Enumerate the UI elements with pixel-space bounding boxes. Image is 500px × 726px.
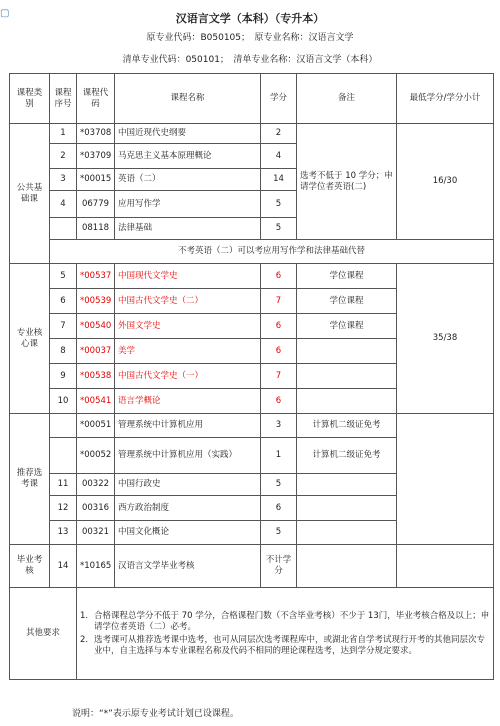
core-total: 35/38: [397, 264, 494, 414]
row-name: 中国行政史: [115, 474, 261, 496]
category-core: 专业核心课: [10, 264, 50, 414]
category-elective: 推荐选考课: [10, 414, 50, 545]
row-remark: 学位课程: [297, 314, 397, 339]
row-remark: [297, 364, 397, 389]
row-credit: 4: [261, 144, 297, 169]
table-row: [10, 264, 494, 289]
row-name: 汉语言文学毕业考核: [115, 545, 261, 588]
row-seq: 14: [50, 545, 77, 588]
row-seq: 11: [50, 474, 77, 496]
listed-major-info: 清单专业代码：050101； 清单专业名称：汉语言文学（本科）: [122, 55, 378, 65]
row-credit: 5: [261, 474, 297, 496]
row-name: 管理系统中计算机应用（实践）: [115, 438, 261, 474]
col-header-seq: 课程序号: [50, 74, 77, 124]
row-seq: [50, 414, 77, 438]
row-seq: 7: [50, 314, 77, 339]
row-seq: 1: [50, 124, 77, 144]
row-code: 00321: [77, 521, 115, 545]
table-row: [10, 588, 494, 680]
public-total: 16/30: [397, 124, 494, 240]
row-seq: 9: [50, 364, 77, 389]
row-seq: [50, 218, 77, 240]
row-name: 法律基础: [115, 218, 261, 240]
requirement-text: 选考课可从推荐选考课中选考，也可从同层次选考课程库中，或湖北省自学考试现行开考的其他同层次专业中，自主选择与本专业课程名称及代码不相同的理论课程选考，达到学分规定要求。: [94, 634, 486, 656]
row-credit: 6: [261, 389, 297, 414]
row-code: *00052: [77, 438, 115, 474]
table-row: [10, 414, 494, 438]
row-seq: [50, 438, 77, 474]
curriculum-table: [9, 73, 494, 680]
col-header-credit: 学分: [261, 74, 297, 124]
row-code: *00015: [77, 169, 115, 191]
row-credit: 6: [261, 339, 297, 364]
row-remark: [297, 339, 397, 364]
row-code: *00051: [77, 414, 115, 438]
public-remark: 选考不低于 10 学分；申请学位者英语(二): [297, 124, 397, 240]
row-code: *10165: [77, 545, 115, 588]
row-seq: 5: [50, 264, 77, 289]
row-seq: 2: [50, 144, 77, 169]
row-credit: 6: [261, 496, 297, 521]
category-graduation: 毕业考核: [10, 545, 50, 588]
row-credit: 7: [261, 364, 297, 389]
row-name: 马克思主义基本原理概论: [115, 144, 261, 169]
row-min-credit: [397, 545, 494, 588]
row-code: *00538: [77, 364, 115, 389]
table-row: [10, 124, 494, 144]
row-credit: 5: [261, 191, 297, 218]
table-row: [10, 545, 494, 588]
footnote: 说明：“*”表示原专业考试计划已设课程。: [72, 709, 239, 719]
col-header-code: 课程代码: [77, 74, 115, 124]
requirement-item: [80, 611, 490, 633]
row-seq: 4: [50, 191, 77, 218]
row-name: 语言学概论: [115, 389, 261, 414]
row-seq: 8: [50, 339, 77, 364]
row-code: *00037: [77, 339, 115, 364]
row-code: 00322: [77, 474, 115, 496]
row-name: 中国现代文学史: [115, 264, 261, 289]
row-name: 英语（二）: [115, 169, 261, 191]
row-credit: 6: [261, 264, 297, 289]
row-remark: [297, 545, 397, 588]
header-row: [10, 74, 494, 124]
row-name: 外国文学史: [115, 314, 261, 339]
document-icon: ▢: [0, 8, 10, 19]
row-remark: 计算机二级证免考: [297, 414, 397, 438]
row-remark: 学位课程: [297, 289, 397, 314]
requirement-number: 2.: [80, 634, 89, 645]
table-row: [10, 240, 494, 264]
public-note: 不考英语（二）可以考应用写作学和法律基础代替: [50, 240, 494, 264]
row-name: 管理系统中计算机应用: [115, 414, 261, 438]
row-credit: 5: [261, 521, 297, 545]
row-name: 美学: [115, 339, 261, 364]
row-credit: 7: [261, 289, 297, 314]
requirement-number: 1.: [80, 610, 89, 621]
row-remark: 学位课程: [297, 264, 397, 289]
original-major-info: 原专业代码：B050105； 原专业名称：汉语言文学: [146, 33, 354, 43]
requirement-text: 合格课程总学分不低于 70 学分，合格课程门数（不含毕业考核）不少于 13门，毕业考核合格及以上；申请学位者英语（二）必考。: [94, 610, 490, 632]
col-header-min-credit: 最低学分/学分小计: [397, 74, 494, 124]
category-other: 其他要求: [10, 588, 77, 680]
row-credit: 3: [261, 414, 297, 438]
row-code: *03708: [77, 124, 115, 144]
row-name: 中国古代文学史（二）: [115, 289, 261, 314]
row-seq: 12: [50, 496, 77, 521]
row-name: 中国近现代史纲要: [115, 124, 261, 144]
row-credit: 1: [261, 438, 297, 474]
row-remark: [297, 521, 397, 545]
row-name: 中国文化概论: [115, 521, 261, 545]
elective-total: [397, 414, 494, 545]
row-seq: 3: [50, 169, 77, 191]
row-remark: [297, 474, 397, 496]
row-credit: 5: [261, 218, 297, 240]
row-remark: [297, 389, 397, 414]
row-credit: 2: [261, 124, 297, 144]
row-seq: 10: [50, 389, 77, 414]
row-code: *00541: [77, 389, 115, 414]
col-header-name: 课程名称: [115, 74, 261, 124]
row-credit: 不计学分: [261, 545, 297, 588]
page-title: 汉语言文学（本科）（专升本）: [175, 12, 325, 25]
row-name: 中国古代文学史（一）: [115, 364, 261, 389]
row-code: *00537: [77, 264, 115, 289]
row-name: 应用写作学: [115, 191, 261, 218]
row-remark: [297, 496, 397, 521]
row-code: *03709: [77, 144, 115, 169]
row-seq: 13: [50, 521, 77, 545]
row-code: *00539: [77, 289, 115, 314]
row-credit: 6: [261, 314, 297, 339]
col-header-remark: 备注: [297, 74, 397, 124]
row-code: 06779: [77, 191, 115, 218]
row-code: 08118: [77, 218, 115, 240]
row-seq: 6: [50, 289, 77, 314]
row-remark: 计算机二级证免考: [297, 438, 397, 474]
other-requirements: [77, 588, 494, 680]
row-code: *00540: [77, 314, 115, 339]
row-code: 00316: [77, 496, 115, 521]
row-credit: 14: [261, 169, 297, 191]
category-public: 公共基础课: [10, 124, 50, 264]
row-name: 西方政治制度: [115, 496, 261, 521]
col-header-category: 课程类别: [10, 74, 50, 124]
requirement-item: [80, 635, 490, 657]
